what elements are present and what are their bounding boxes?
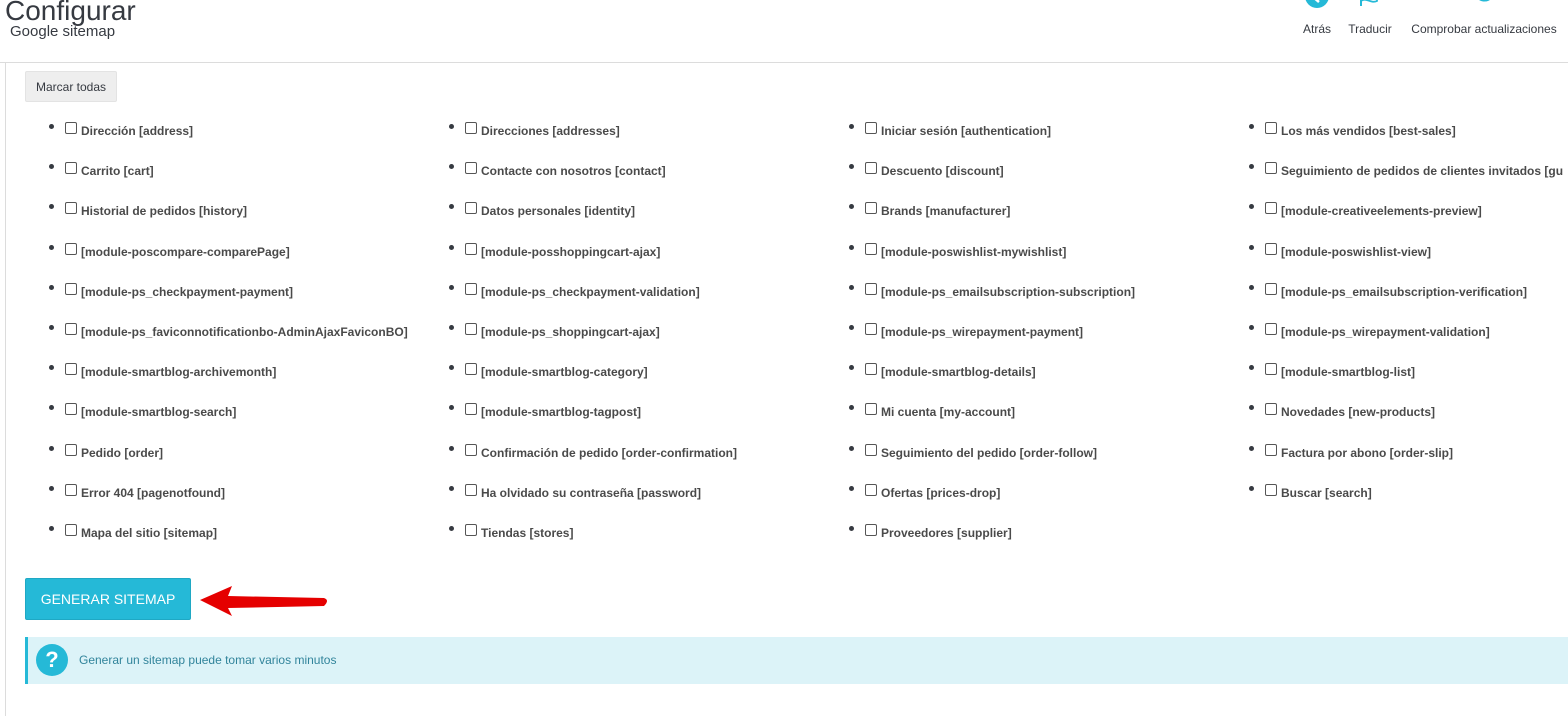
bullet [849, 325, 854, 330]
page-header [0, 0, 1568, 63]
bullet [849, 124, 854, 129]
page-list-item [844, 351, 1244, 391]
bullet [49, 124, 54, 129]
page-list-item [444, 512, 844, 552]
page-checkbox[interactable] [865, 403, 877, 415]
page-checkbox[interactable] [465, 444, 477, 456]
page-checkbox[interactable] [465, 363, 477, 375]
page-checkbox[interactable] [1265, 202, 1277, 214]
page-label: Historial de pedidos [history] [81, 204, 248, 219]
page-list-item [44, 190, 444, 230]
page-checkbox[interactable] [65, 323, 77, 335]
back-arrow-icon [1304, 0, 1330, 12]
page-checkbox[interactable] [465, 283, 477, 295]
translate-button[interactable] [1344, 0, 1396, 44]
page-checkbox[interactable] [1265, 403, 1277, 415]
bullet [1249, 204, 1254, 209]
page-list-item [844, 391, 1244, 431]
content-left-border [5, 62, 6, 716]
page-label: [module-poswishlist-view] [1281, 244, 1432, 259]
bullet [849, 285, 854, 290]
page-list-item [844, 432, 1244, 472]
check-updates-button[interactable] [1406, 0, 1562, 44]
bullet [49, 325, 54, 330]
annotation-arrow-icon [198, 584, 332, 618]
page-label: [module-ps_emailsubscription-verification] [1281, 284, 1528, 299]
page-list-item [444, 150, 844, 190]
page-label: Descuento [discount] [881, 164, 1004, 179]
page-label: [module-poscompare-comparePage] [81, 244, 290, 259]
page-list-item [1244, 311, 1568, 351]
bullet [49, 204, 54, 209]
page-label: [module-smartblog-archivemonth] [81, 365, 277, 380]
bullet [849, 245, 854, 250]
bullet [449, 325, 454, 330]
page-label: Iniciar sesión [authentication] [881, 124, 1052, 138]
page-list-item [44, 150, 444, 190]
page-list-item [444, 110, 844, 150]
page-label: Datos personales [identity] [481, 204, 636, 219]
page-checkbox[interactable] [465, 122, 477, 134]
page-checkbox[interactable] [65, 122, 77, 134]
page-checkbox[interactable] [865, 524, 877, 536]
page-list-item [444, 190, 844, 230]
page-checkbox[interactable] [1265, 243, 1277, 255]
page-list-item [444, 231, 844, 271]
page-label: Proveedores [supplier] [881, 525, 1012, 540]
page-label: [module-smartblog-tagpost] [481, 405, 641, 420]
bullet [849, 204, 854, 209]
bullet [849, 405, 854, 410]
page-label: [module-ps_wirepayment-payment] [881, 324, 1084, 339]
page-list-item [44, 351, 444, 391]
generate-sitemap-button[interactable]: GENERAR SITEMAP [25, 578, 191, 620]
page-list-item [844, 190, 1244, 230]
page-checkbox[interactable] [65, 162, 77, 174]
page-label: [module-smartblog-search] [81, 405, 237, 420]
page-label: Factura por abono [order-slip] [1281, 445, 1454, 460]
page-label: Dirección [address] [81, 124, 194, 138]
page-checkbox[interactable] [865, 363, 877, 375]
page-label: Seguimiento del pedido [order-follow] [881, 445, 1097, 460]
bullet [49, 365, 54, 370]
translate-label: Traducir [1348, 22, 1392, 36]
page-list-item [44, 311, 444, 351]
page-label: Ha olvidado su contraseña [password] [481, 485, 702, 500]
page-checkbox[interactable] [465, 202, 477, 214]
page-list-item [1244, 432, 1568, 472]
page-list-item [1244, 150, 1568, 190]
page-list-item [44, 472, 444, 512]
bullet [49, 164, 54, 169]
check-all-button[interactable]: Marcar todas [25, 71, 117, 102]
page-label: Los más vendidos [best-sales] [1281, 124, 1456, 138]
bullet [1249, 405, 1254, 410]
back-button[interactable] [1299, 0, 1335, 44]
page-list-item [44, 271, 444, 311]
page-label: [module-ps_wirepayment-validation] [1281, 324, 1490, 339]
page-list-item [844, 150, 1244, 190]
page-label: Seguimiento de pedidos de clientes invitados [gu [1281, 164, 1564, 179]
page-label: Tiendas [stores] [481, 525, 574, 540]
bullet [1249, 486, 1254, 491]
flag-icon [1357, 0, 1383, 12]
page-checkbox[interactable] [65, 243, 77, 255]
page-title: Configurar [5, 0, 136, 26]
page-label: Confirmación de pedido [order-confirmation] [481, 445, 738, 460]
page-label: [module-ps_faviconnotificationbo-AdminAjaxFaviconBO] [81, 324, 408, 339]
page-list-item [844, 311, 1244, 351]
page-list-item [444, 391, 844, 431]
page-list-item [44, 391, 444, 431]
bullet [49, 446, 54, 451]
page-label: [module-posshoppingcart-ajax] [481, 244, 661, 259]
bullet [849, 164, 854, 169]
page-checkbox[interactable] [465, 484, 477, 496]
page-checkbox[interactable] [865, 484, 877, 496]
bullet [449, 486, 454, 491]
bullet [1249, 325, 1254, 330]
bullet [449, 204, 454, 209]
page-checkbox[interactable] [465, 323, 477, 335]
bullet [449, 164, 454, 169]
page-list-item [844, 231, 1244, 271]
bullet [49, 245, 54, 250]
page-label: Pedido [order] [81, 445, 164, 460]
page-label: Buscar [search] [1281, 485, 1372, 500]
page-checkbox[interactable] [65, 363, 77, 375]
bullet [49, 486, 54, 491]
page-label: Error 404 [pagenotfound] [81, 485, 226, 500]
sitemap-pages-list [44, 110, 1568, 560]
page-checkbox[interactable] [865, 283, 877, 295]
page-label: [module-smartblog-list] [1281, 365, 1415, 380]
page-label: Contacte con nosotros [contact] [481, 164, 666, 179]
page-checkbox[interactable] [1265, 283, 1277, 295]
page-list-item [1244, 351, 1568, 391]
page-checkbox[interactable] [1265, 484, 1277, 496]
page-checkbox[interactable] [65, 484, 77, 496]
page-label: Carrito [cart] [81, 164, 154, 179]
page-list-item [1244, 391, 1568, 431]
page-checkbox[interactable] [465, 403, 477, 415]
page-list-item [1244, 271, 1568, 311]
page-checkbox[interactable] [1265, 363, 1277, 375]
page-label: [module-ps_checkpayment-payment] [81, 284, 294, 299]
page-list-item [44, 231, 444, 271]
page-checkbox[interactable] [865, 202, 877, 214]
bullet [849, 526, 854, 531]
page-checkbox[interactable] [865, 444, 877, 456]
bullet [1249, 124, 1254, 129]
page-list-item [444, 432, 844, 472]
refresh-icon [1471, 0, 1497, 12]
bullet [1249, 446, 1254, 451]
page-list-item [1244, 190, 1568, 230]
page-list-item [444, 271, 844, 311]
page-list-item [1244, 110, 1568, 150]
page-label: [module-ps_shoppingcart-ajax] [481, 324, 660, 339]
bullet [1249, 164, 1254, 169]
question-icon: ? [36, 644, 68, 676]
bullet [849, 446, 854, 451]
page-checkbox[interactable] [865, 122, 877, 134]
page-checkbox[interactable] [1265, 162, 1277, 174]
page-list-item [444, 311, 844, 351]
page-list-item [1244, 472, 1568, 512]
page-checkbox[interactable] [865, 323, 877, 335]
page-label: Direcciones [addresses] [481, 124, 620, 138]
page-list-item [844, 472, 1244, 512]
bullet [49, 285, 54, 290]
page-label: Brands [manufacturer] [881, 204, 1011, 219]
bullet [449, 405, 454, 410]
page-list-item [444, 472, 844, 512]
page-checkbox[interactable] [65, 403, 77, 415]
bullet [49, 526, 54, 531]
page-label: [module-smartblog-details] [881, 365, 1036, 380]
check-updates-label: Comprobar actualizaciones [1411, 22, 1557, 36]
bullet [449, 285, 454, 290]
page-checkbox[interactable] [1265, 122, 1277, 134]
page-checkbox[interactable] [65, 524, 77, 536]
bullet [449, 446, 454, 451]
page-checkbox[interactable] [465, 243, 477, 255]
page-checkbox[interactable] [865, 243, 877, 255]
page-label: [module-smartblog-category] [481, 365, 648, 380]
page-label: [module-poswishlist-mywishlist] [881, 244, 1067, 259]
page-label: Mapa del sitio [sitemap] [81, 525, 218, 540]
page-subtitle: Google sitemap [10, 23, 116, 40]
bullet [849, 365, 854, 370]
page-checkbox[interactable] [1265, 323, 1277, 335]
bullet [49, 405, 54, 410]
bullet [1249, 245, 1254, 250]
page-list-item [844, 110, 1244, 150]
page-list-item [1244, 231, 1568, 271]
bullet [449, 245, 454, 250]
page-checkbox[interactable] [65, 283, 77, 295]
page-checkbox[interactable] [865, 162, 877, 174]
page-checkbox[interactable] [465, 162, 477, 174]
page-list-item [844, 512, 1244, 552]
page-label: [module-creativeelements-preview] [1281, 204, 1482, 219]
page-label: [module-ps_emailsubscription-subscription] [881, 284, 1136, 299]
bullet [1249, 365, 1254, 370]
bullet [849, 486, 854, 491]
page-checkbox[interactable] [1265, 444, 1277, 456]
page-list-item [844, 271, 1244, 311]
bullet [1249, 285, 1254, 290]
page-list-item [44, 110, 444, 150]
page-checkbox[interactable] [465, 524, 477, 536]
bullet [449, 365, 454, 370]
page-label: Ofertas [prices-drop] [881, 485, 1001, 500]
page-checkbox[interactable] [65, 444, 77, 456]
page-list-item [44, 432, 444, 472]
page-label: Mi cuenta [my-account] [881, 405, 1016, 420]
bullet [449, 526, 454, 531]
page-checkbox[interactable] [65, 202, 77, 214]
page-list-item [44, 512, 444, 552]
page-list-item [444, 351, 844, 391]
info-alert [25, 637, 1568, 684]
page-label: [module-ps_checkpayment-validation] [481, 284, 700, 299]
alert-text: Generar un sitemap puede tomar varios minutos [79, 653, 337, 667]
back-label: Atrás [1302, 22, 1331, 36]
bullet [449, 124, 454, 129]
page-label: Novedades [new-products] [1281, 405, 1436, 420]
